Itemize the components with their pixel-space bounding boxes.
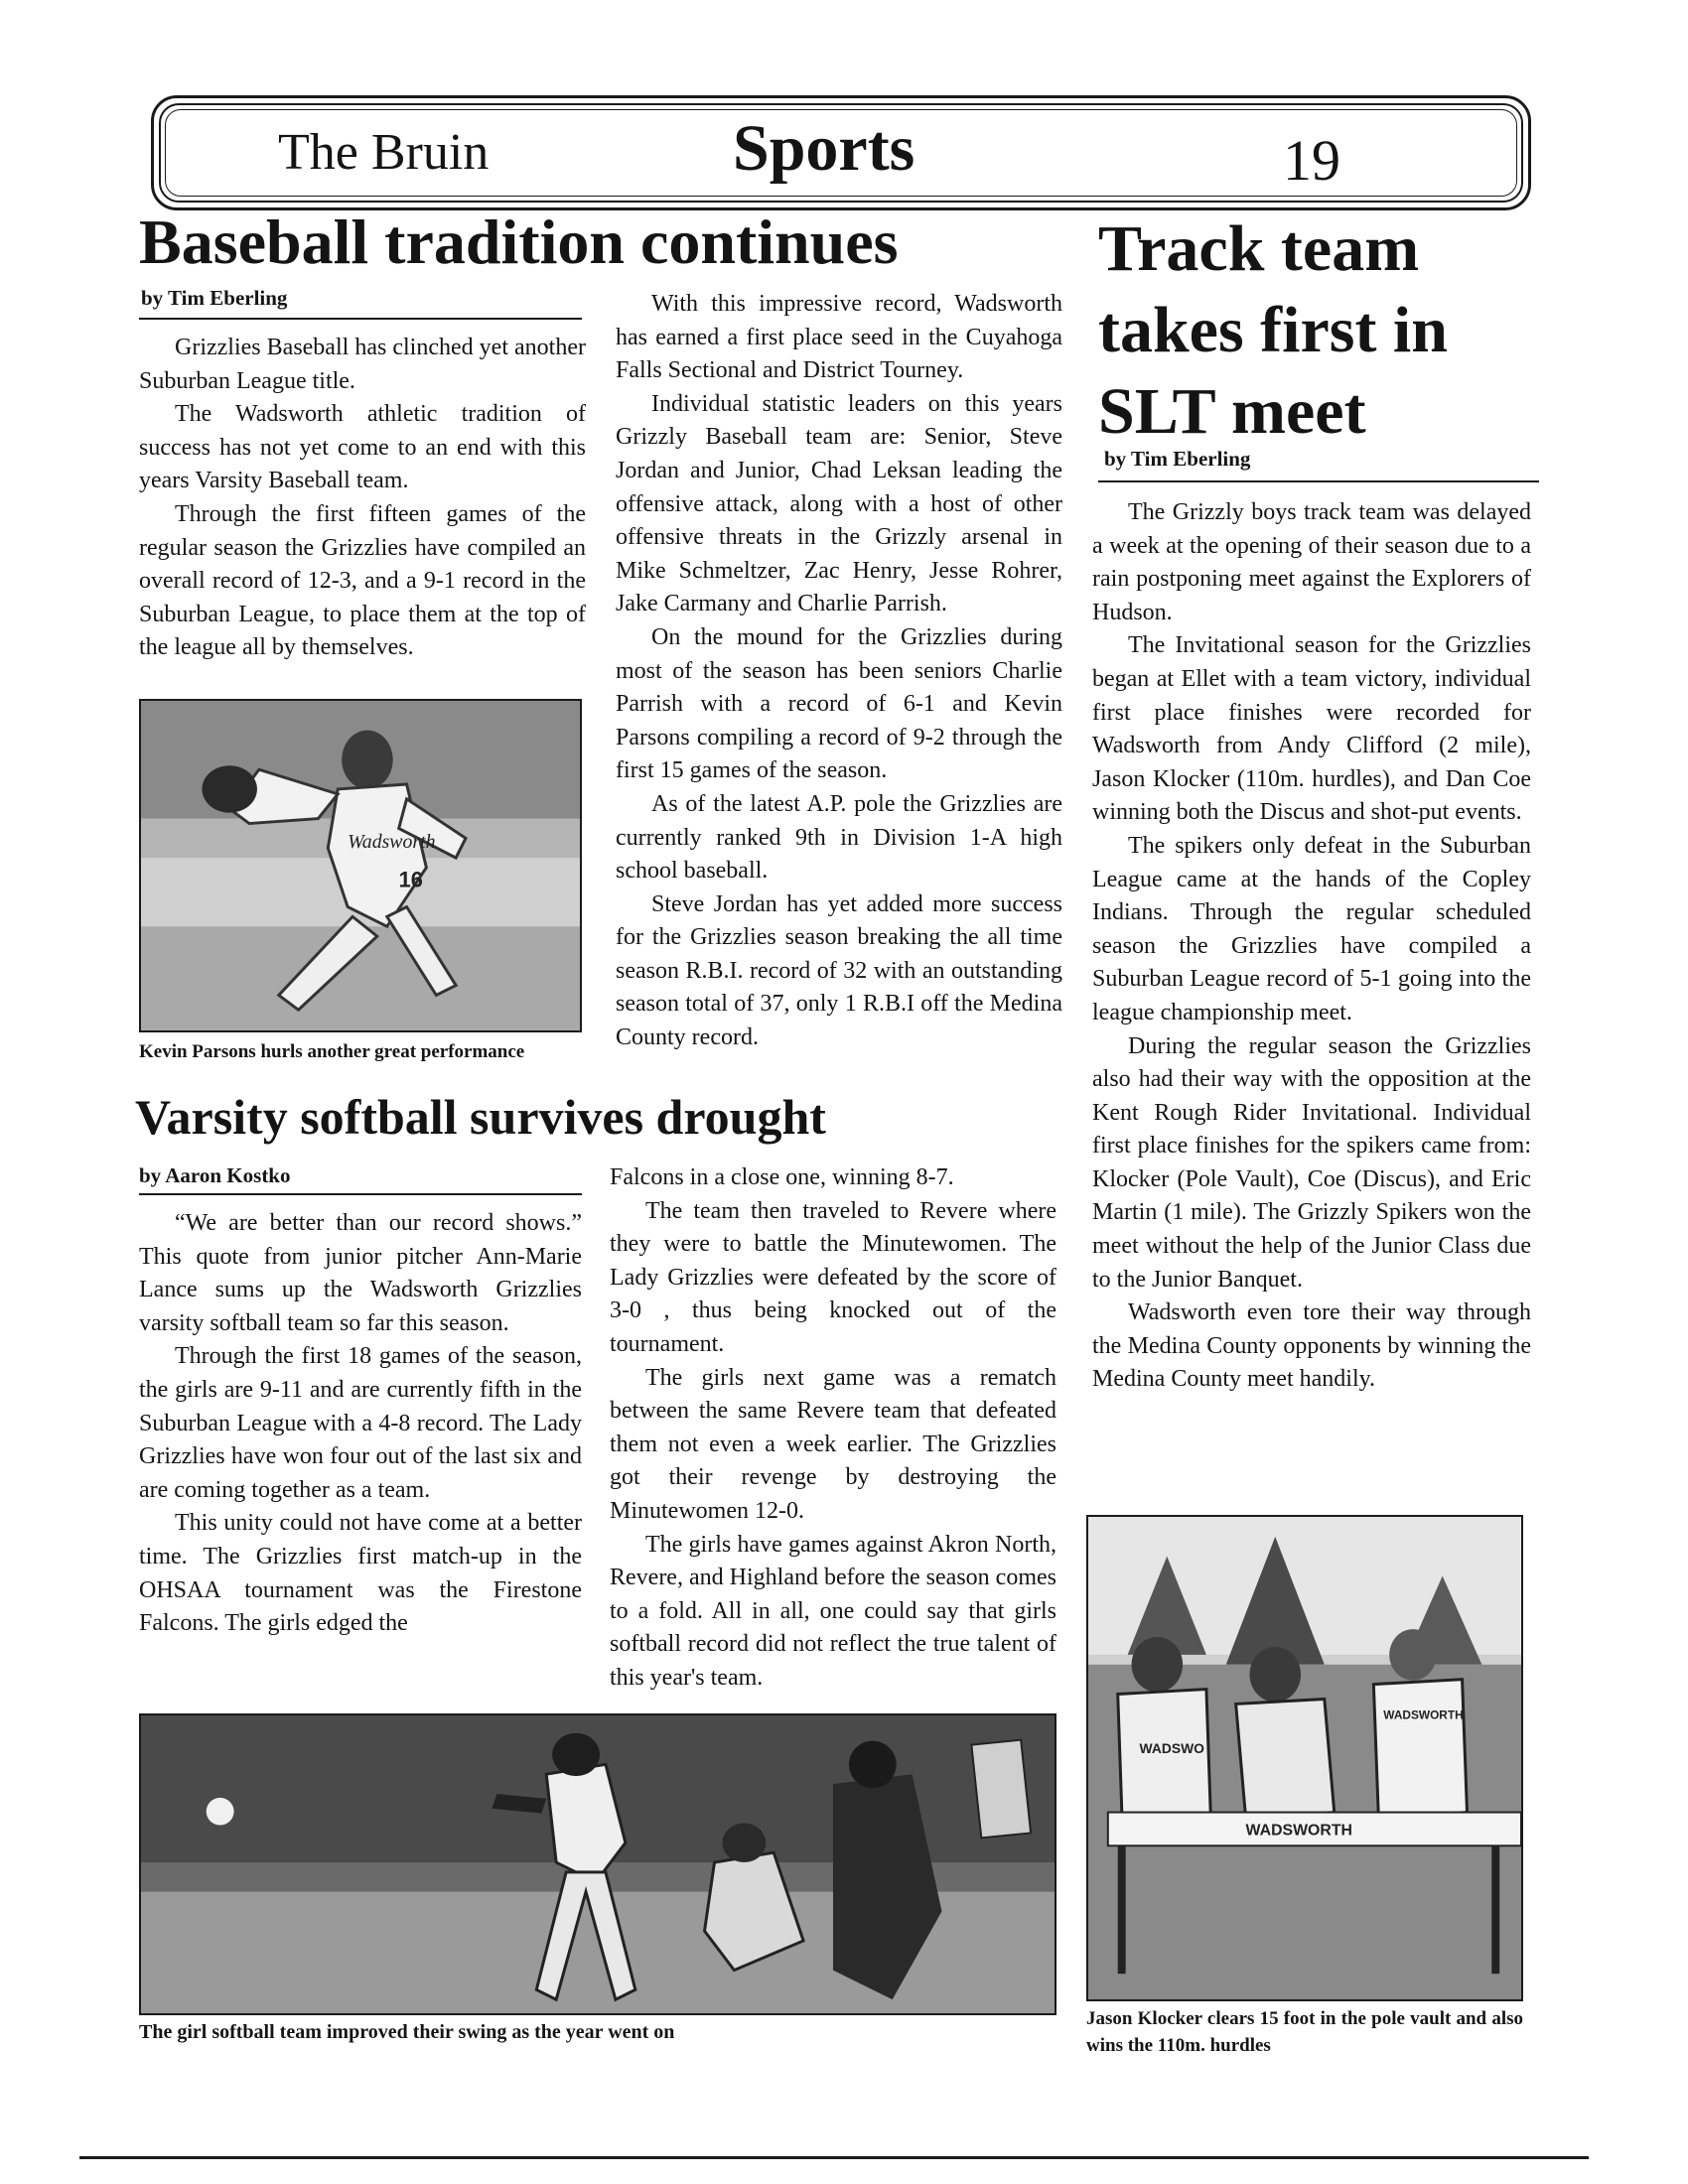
- paragraph: Through the first 18 games of the season, the girls are 9-11 and are currently fifth in the Suburban League with a 4-8 record. The Lady Grizzlies have won four out of the last six and are coming together as a team.: [139, 1343, 582, 1503]
- softball-column-2: [610, 1161, 1056, 1696]
- softball-byline: by Aaron Kostko: [139, 1163, 291, 1187]
- softball-column-1: [139, 1207, 582, 1641]
- paragraph: The girls have games against Akron North, Revere, and Highland before the season comes to a fold. All in all, one could say that girls softball record did not reflect the true talent of this year's team.: [610, 1531, 1056, 1691]
- paragraph: As of the latest A.P. pole the Grizzlies are currently ranked 9th in Division 1-A high school baseball.: [616, 790, 1062, 885]
- softball-photo: [139, 1713, 1056, 2015]
- paragraph: This unity could not have come at a better time. The Grizzlies first match-up in the OHSAA tournament was the Firestone Falcons. The girls edged the: [139, 1510, 582, 1637]
- softball-photo-caption: The girl softball team improved their swing as the year went on: [139, 2021, 675, 2043]
- paragraph: “We are better than our record shows.” This quote from junior pitcher Ann-Marie Lance sums up the Wadsworth Grizzlies varsity softball team so far this season.: [139, 1210, 582, 1336]
- jersey-number: 16: [398, 867, 423, 892]
- baseball-pitcher-photo: [139, 699, 582, 1032]
- paragraph: Through the first fifteen games of the regular season the Grizzlies have compiled an overall record of 12-3, and a 9-1 record in the Suburban League, to place them at the top of the league all by themselves.: [139, 500, 586, 661]
- paragraph: Falcons in a close one, winning 8-7.: [610, 1164, 954, 1190]
- paragraph: On the mound for the Grizzlies during most of the season has been seniors Charlie Parrish with a record of 6-1 and Kevin Parsons compiling a record of 9-2 through the first 15 games of the season.: [616, 623, 1062, 784]
- baseball-column-2: [616, 288, 1062, 1055]
- paragraph: The Invitational season for the Grizzlies began at Ellet with a team victory, individual first place finishes were recorded for Wadsworth from Andy Clifford (2 mile), Jason Klocker (110m. hurdles), and Dan Coe winning both the Discus and shot-put events.: [1092, 632, 1531, 826]
- baseball-column-1: [139, 332, 586, 665]
- paragraph: The team then traveled to Revere where they were to battle the Minutewomen. The Lady Grizzlies were defeated by the score of 3-0 , thus being knocked out of the tournament.: [610, 1197, 1056, 1357]
- track-column: [1092, 496, 1531, 1397]
- publication-name: The Bruin: [278, 124, 490, 181]
- hurdle-sign-text: WADSWORTH: [1245, 1822, 1352, 1840]
- softball-byline-rule: [139, 1193, 582, 1195]
- paragraph: With this impressive record, Wadsworth has earned a first place seed in the Cuyahoga Falls Sectional and District Tourney.: [616, 291, 1062, 384]
- track-byline-rule: [1098, 480, 1539, 482]
- page-number: 19: [1283, 128, 1340, 193]
- track-photo-caption: Jason Klocker clears 15 foot in the pole vault and also wins the 110m. hurdles: [1086, 2008, 1523, 2056]
- track-byline: by Tim Eberling: [1104, 447, 1251, 471]
- jersey-lettering: Wadsworth: [348, 831, 436, 854]
- jersey-text-right: WADSWORTH: [1383, 1707, 1464, 1722]
- track-hurdles-photo: [1086, 1515, 1523, 2001]
- baseball-byline: by Tim Eberling: [141, 286, 288, 310]
- track-headline: Track team takes first in SLT meet: [1098, 212, 1448, 448]
- paragraph: Individual statistic leaders on this years Grizzly Baseball team are: Senior, Steve Jordan and Junior, Chad Leksan leading the offensive attack, along with a host of other offensive threats in the Grizzly arsenal in Mike Schmeltzer, Zac Henry, Jesse Rohrer, Jake Carmany and Charlie Parrish.: [616, 390, 1062, 617]
- baseball-headline: Baseball tradition continues: [139, 206, 899, 277]
- paragraph: During the regular season the Grizzlies also had their way with the opposition at the Kent Rough Rider Invitational. Individual first place finishes for the spikers came from: Klocker (Pole Vault), Coe (Discus), and Eric Martin (1 mile). The Grizzly Spikers won the meet without the help of the Junior Class due to the Junior Banquet.: [1092, 1032, 1531, 1293]
- paragraph: Wadsworth even tore their way through the Medina County opponents by winning the Medina County meet handily.: [1092, 1299, 1531, 1393]
- paragraph: The girls next game was a rematch between the same Revere team that defeated them not even a week earlier. The Grizzlies got their revenge by destroying the Minutewomen 12-0.: [610, 1364, 1056, 1524]
- paragraph: The Wadsworth athletic tradition of success has not yet come to an end with this years Varsity Baseball team.: [139, 401, 586, 494]
- paragraph: Steve Jordan has yet added more success for the Grizzlies season breaking the all time season R.B.I. record of 32 with an outstanding season total of 37, only 1 R.B.I off the Medina County record.: [616, 890, 1062, 1051]
- section-title: Sports: [733, 112, 915, 185]
- baseball-byline-rule: [139, 318, 582, 320]
- jersey-text-left: WADSWO: [1139, 1740, 1204, 1757]
- baseball-photo-caption: Kevin Parsons hurls another great performance: [139, 1041, 525, 1062]
- page-footer-rule: [79, 2156, 1589, 2159]
- paragraph: The spikers only defeat in the Suburban League came at the hands of the Copley Indians. Through the regular scheduled season the Grizzlies have compiled a Suburban League record of 5-1 going into the league championship meet.: [1092, 832, 1531, 1025]
- paragraph: The Grizzly boys track team was delayed a week at the opening of their season due to a rain postponing meet against the Explorers of Hudson.: [1092, 499, 1531, 625]
- paragraph: Grizzlies Baseball has clinched yet another Suburban League title.: [139, 335, 586, 394]
- softball-headline: Varsity softball survives drought: [135, 1089, 826, 1145]
